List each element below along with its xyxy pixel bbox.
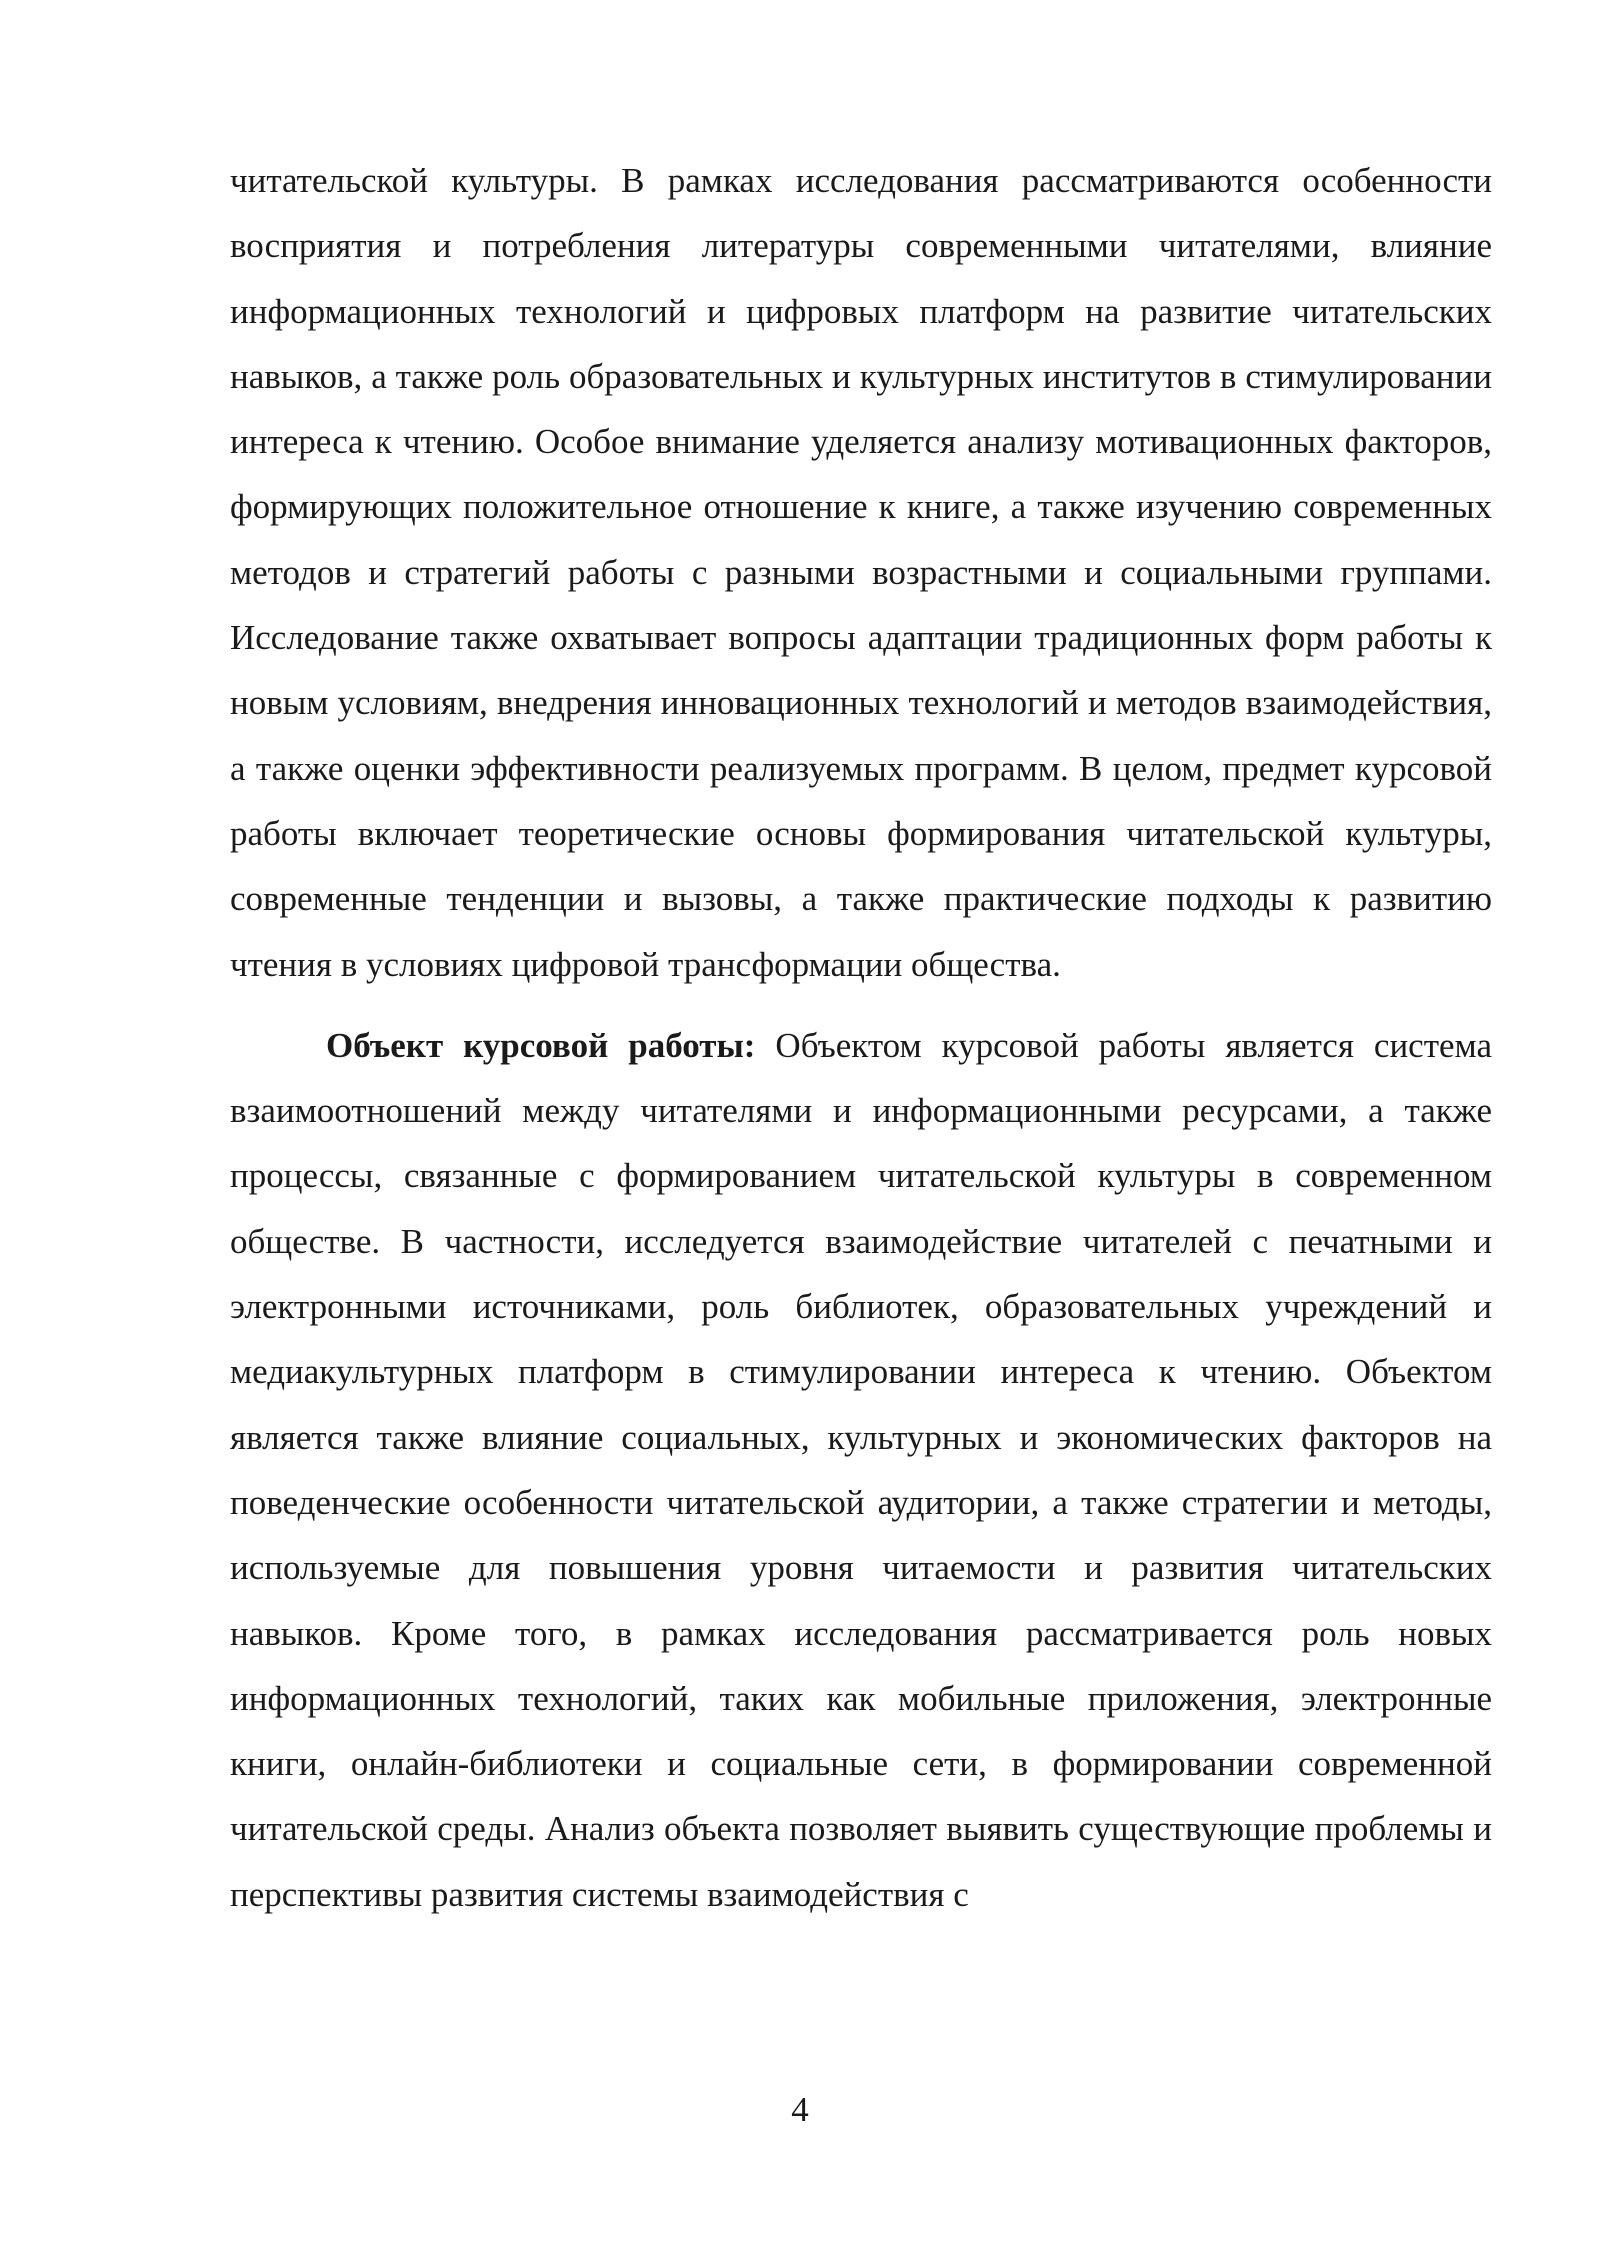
paragraph-object — [230, 1013, 1492, 1927]
object-heading: Объект курсовой работы: — [326, 1025, 756, 1065]
body-text — [230, 148, 1492, 1927]
object-text: Объектом курсовой работы является система взаимоотношений между читателями и информационными ресурсами, а также процессы, связанные с формированием читательской культуры в современном обществе. В частности, исследуется взаимодействие читателей с печатными и электронными источниками, роль библиотек, образовательных учреждений и медиакультурных платформ в стимулировании интереса к чтению. Объектом является также влияние социальных, культурных и экономических факторов на поведенческие особенности читательской аудитории, а также стратегии и методы, используемые для повышения уровня читаемости и развития читательских навыков. Кроме того, в рамках исследования рассматривается роль новых информационных технологий, таких как мобильные приложения, электронные книги, онлайн-библиотеки и социальные сети, в формировании современной читательской среды. Анализ объекта позволяет выявить существующие проблемы и перспективы развития системы взаимодействия с — [230, 1025, 1492, 1914]
paragraph-subject-continuation: читательской культуры. В рамках исследования рассматриваются особенности восприятия и потребления литературы современными читателями, влияние информационных технологий и цифровых платформ на развитие читательских навыков, а также роль образовательных и культурных институтов в стимулировании интереса к чтению. Особое внимание уделяется анализу мотивационных факторов, формирующих положительное отношение к книге, а также изучению современных методов и стратегий работы с разными возрастными и социальными группами. Исследование также охватывает вопросы адаптации традиционных форм работы к новым условиям, внедрения инновационных технологий и методов взаимодействия, а также оценки эффективности реализуемых программ. В целом, предмет курсовой работы включает теоретические основы формирования читательской культуры, современные тенденции и вызовы, а также практические подходы к развитию чтения в условиях цифровой трансформации общества. — [230, 161, 1492, 984]
page-number: 4 — [791, 2090, 809, 2129]
